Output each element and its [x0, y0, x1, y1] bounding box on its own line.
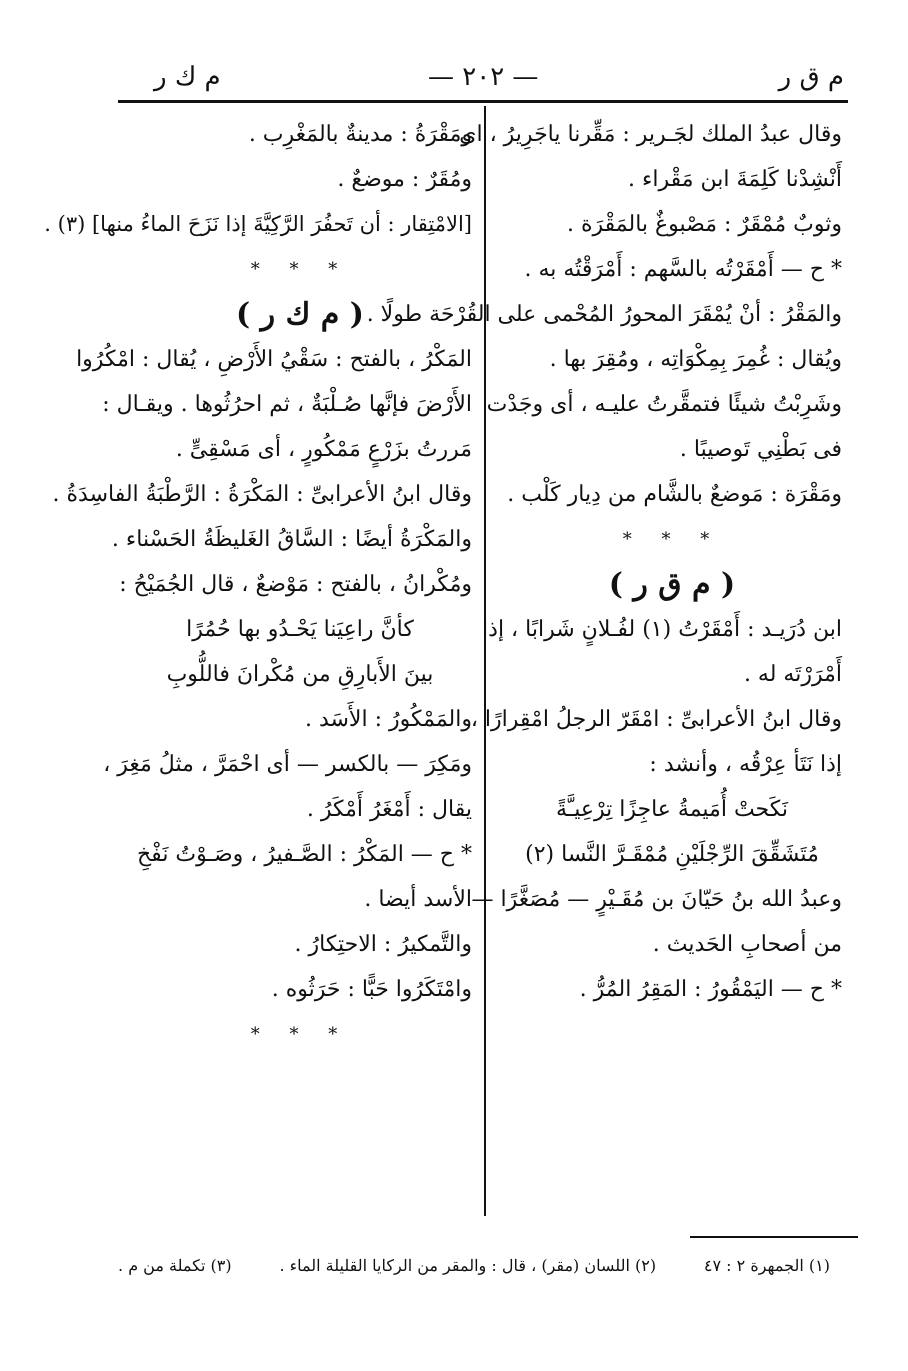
text-line: [الامْتِقار : أن تَحفُرَ الرَّكِيَّةَ إذا نَزَحَ الماءُ منها] (٣) .	[44, 212, 472, 236]
column-divider	[484, 106, 486, 1216]
text-line: ومَقْرَةُ : مدينةٌ بالمَغْرِب .	[248, 122, 472, 147]
text-line: ابن دُرَيـد : أَمْقَرْتُ (١) لفُـلانٍ شَرابًا ، إذا	[482, 617, 842, 642]
verse-line: نَكَحتْ أُمَيمةُ عاجِزًا تِرْعِيـَّةً	[555, 797, 789, 822]
text-line: والتَّمكيرُ : الاحتِكارُ .	[294, 932, 472, 957]
text-line: فى بَطْنِي تَوصيبًا .	[679, 437, 842, 462]
text-line: وشَرِبْتُ شيئًا فتمقَّرتُ عليـه ، أى وجَدْت	[486, 392, 842, 417]
text-line: المَكْرُ ، بالفتح : سَقْيُ الأَرْضِ ، يُقال : امْكُرُوا	[76, 347, 472, 372]
page-number: — ٢٠٢ —	[428, 62, 539, 92]
text-line: وقال ابنُ الأعرابىِّ : المَكْرَةُ : الرَّطْبَةُ الفاسِدَةُ .	[52, 482, 472, 507]
footnote-2: (٢) اللسان (مقر) ، قال : والمقر من الركايا القليلة الماء .	[279, 1256, 657, 1275]
page-header	[118, 56, 848, 100]
text-line: من أصحابِ الحَديث .	[652, 932, 842, 957]
text-line: والمَقْرُ : أنْ يُمْقَرَ المحورُ المُحْمى على القُرْحَة طولًا .	[366, 302, 842, 327]
footnotes	[118, 1248, 830, 1284]
text-line: الأسد أيضا .	[364, 887, 472, 912]
text-line: وقال عبدُ الملك لجَـرير : مَقِّرنا ياجَرِيرُ ، اى	[459, 122, 842, 147]
text-line: أَمْرَرْتَه له .	[743, 662, 842, 687]
text-line: * ح — اليَمْقُورُ : المَقِرُ المُرُّ .	[579, 977, 842, 1002]
text-line: ومَكِرَ — بالكسر — أى احْمَرَّ ، مثلُ مَغِرَ ،	[103, 752, 472, 777]
verse-line: كأنَّ راعِيَنا يَحْـدُو بها حُمُرًا	[186, 617, 414, 642]
verse-line: بينَ الأَبارِقِ من مُكْرانَ فاللُّوبِ	[166, 662, 434, 687]
text-line: * ح — المَكْرُ : الصَّـفيرُ ، وصَـوْتُ نَفْخِ	[136, 842, 472, 867]
text-line: ويُقال : غُمِرَ بِمِكْوَاتِه ، ومُقِرَ بها .	[549, 347, 842, 372]
text-line: الأَرْضَ فإنَّها صُـلْبَةٌ ، ثم احرُثُوها . ويقـال :	[102, 392, 472, 417]
text-line: ومُكْرانُ ، بالفتح : مَوْضعٌ ، قال الجُمَيْحُ :	[119, 572, 472, 597]
text-line: والمَمْكُورُ : الأَسَد .	[304, 707, 472, 732]
section-separator: * * *	[622, 529, 722, 550]
text-line: يقال : أَمْغَرُ أَمْكَرُ .	[306, 797, 472, 822]
footnote-1: (١) الجمهرة ٢ : ٤٧	[703, 1256, 830, 1275]
footnote-rule	[690, 1236, 858, 1238]
header-rule	[118, 100, 848, 103]
section-separator: * * *	[250, 259, 350, 280]
verse-line: مُتَشَقِّقَ الرِّجْلَيْنِ مُمْقَـرَّ النَّسا (٢)	[525, 842, 819, 867]
text-line: والمَكْرَةُ أيضًا : السَّاقُ الغَليظَةُ الحَسْناء .	[111, 527, 472, 552]
section-heading: ( م ق ر )	[608, 567, 736, 602]
section-separator: * * *	[250, 1024, 350, 1045]
text-line: وامْتَكَرُوا حَبًّا : حَرَثُوه .	[271, 977, 472, 1002]
text-line: وقال ابنُ الأعرابىِّ : امْقَرّ الرجلُ امْقِرارًا ،	[470, 707, 842, 732]
text-line: إذا نَتَأ عِرْقُه ، وأنشد :	[649, 752, 842, 777]
text-line: ومُقَرٌ : موضعٌ .	[337, 167, 472, 192]
footnote-3: (٣) تكملة من م .	[118, 1256, 232, 1275]
header-root-left: م ك ر	[154, 62, 221, 92]
text-line: وعبدُ الله بنُ حَيّانَ بن مُقَـيْرٍ — مُصَغَّرًا —	[471, 887, 842, 912]
left-column	[44, 112, 472, 1057]
text-line: أَنْشِدْنا كَلِمَةَ ابن مَقْراء .	[628, 167, 842, 192]
text-line: ومَقْرَة : مَوضعٌ بالشَّام من دِيار كَلْب .	[507, 482, 842, 507]
text-line: * ح — أَمْقَرْتُه بالسَّهم : أَمْرَقْتُه به .	[524, 257, 842, 282]
section-heading: ( م ك ر )	[236, 297, 364, 332]
header-root-right: م ق ر	[778, 62, 844, 92]
text-line: وثوبٌ مُمْقَرٌ : مَصْبوغٌ بالمَقْرَة .	[567, 212, 842, 237]
text-line: مَررتُ بزَرْعٍ مَمْكُورٍ ، أى مَسْقِىٍّ .	[175, 437, 472, 462]
